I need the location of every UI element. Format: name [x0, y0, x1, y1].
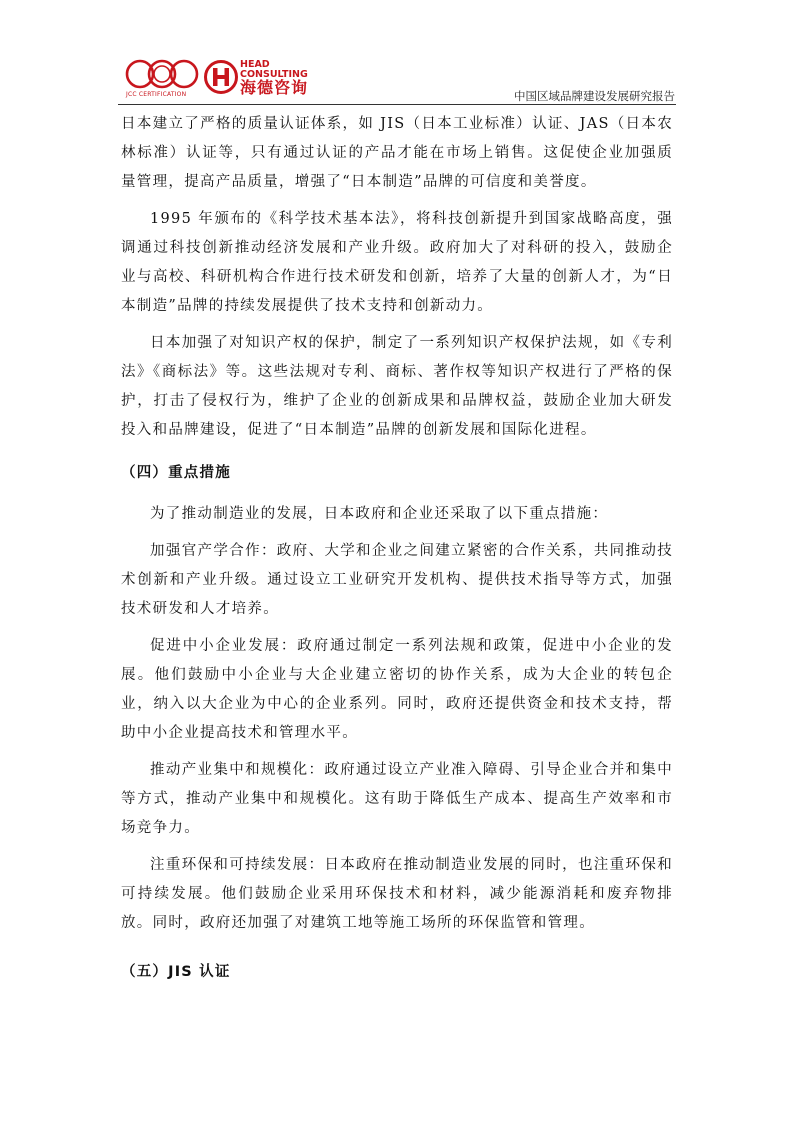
paragraph: 注重环保和可持续发展：日本政府在推动制造业发展的同时，也注重环保和可持续发展。他们鼓励企业采用环保技术和材料，减少能源消耗和废弃物排放。同时，政府还加强了对建筑工地等施工场所的环保监管和管理。 — [121, 857, 673, 931]
section-heading: （五）JIS 认证 — [121, 964, 231, 980]
head-consulting-en-name — [240, 60, 308, 80]
document-body — [121, 110, 673, 999]
head-logo-line1: HEAD — [240, 59, 270, 70]
paragraph: 为了推动制造业的发展，日本政府和企业还采取了以下重点措施： — [150, 506, 609, 522]
header-divider — [118, 104, 676, 105]
head-logo-line2: CONSULTING — [240, 69, 308, 80]
report-title: 中国区域品牌建设发展研究报告 — [514, 89, 675, 103]
head-consulting-cn-name: 海德咨询 — [240, 78, 309, 97]
jcc-logo-label: JCC CERTIFICATION — [126, 91, 187, 98]
paragraph: 推动产业集中和规模化：政府通过设立产业准入障碍、引导企业合并和集中等方式，推动产业集中和规模化。这有助于降低生产成本、提高生产效率和市场竞争力。 — [121, 762, 673, 836]
page-header — [0, 0, 793, 104]
paragraph: 加强官产学合作：政府、大学和企业之间建立紧密的合作关系，共同推动技术创新和产业升级。通过设立工业研究开发机构、提供技术指导等方式，加强技术研发和人才培养。 — [121, 543, 673, 617]
paragraph: 促进中小企业发展：政府通过制定一系列法规和政策，促进中小企业的发展。他们鼓励中小企业与大企业建立密切的协作关系，成为大企业的转包企业，纳入以大企业为中心的企业系列。同时，政府还提供资金和技术支持，帮助中小企业提高技术和管理水平。 — [121, 638, 673, 741]
paragraph: 日本加强了对知识产权的保护，制定了一系列知识产权保护法规，如《专利法》《商标法》等。这些法规对专利、商标、著作权等知识产权进行了严格的保护，打击了侵权行为，维护了企业的创新成果和品牌权益，鼓励企业加大研发投入和品牌建设，促进了“日本制造”品牌的创新发展和国际化进程。 — [121, 335, 673, 438]
head-consulting-mark-icon — [204, 60, 238, 94]
paragraph: 日本建立了严格的质量认证体系，如 JIS（日本工业标准）认证、JAS（日本农林标准）认证等，只有通过认证的产品才能在市场上销售。这促使企业加强质量管理，提高产品质量，增强了“日本制造”品牌的可信度和美誉度。 — [121, 116, 673, 190]
section-heading: （四）重点措施 — [121, 465, 231, 481]
paragraph: 1995 年颁布的《科学技术基本法》，将科技创新提升到国家战略高度，强调通过科技创新推动经济发展和产业升级。政府加大了对科研的投入，鼓励企业与高校、科研机构合作进行技术研发和创新，培养了大量的创新人才，为“日本制造”品牌的持续发展提供了技术支持和创新动力。 — [121, 211, 673, 314]
head-consulting-logo — [204, 58, 324, 100]
